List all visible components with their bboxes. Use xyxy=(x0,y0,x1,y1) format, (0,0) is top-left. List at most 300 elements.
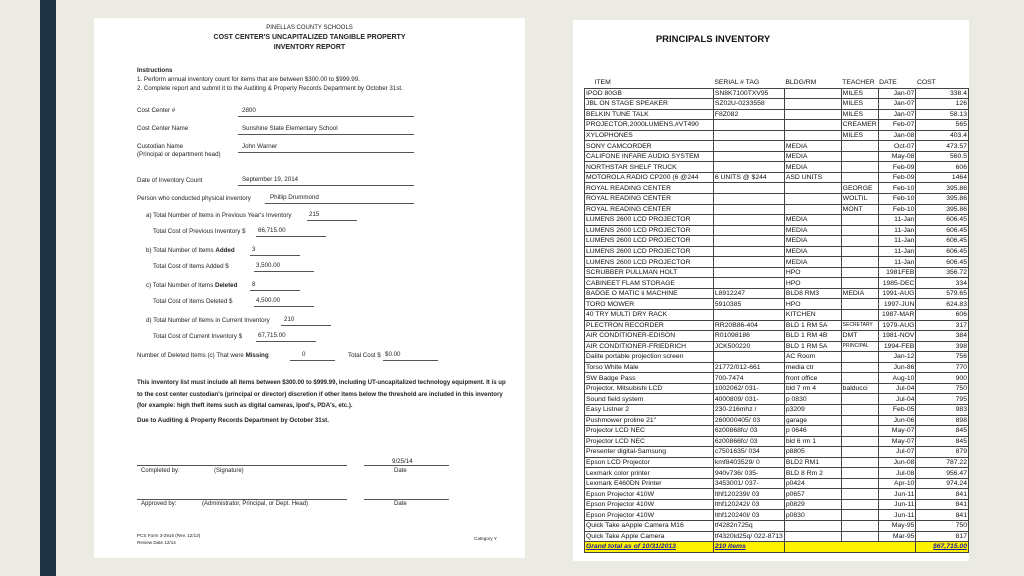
cell-teacher xyxy=(841,531,878,542)
grand-total-blank xyxy=(784,542,916,553)
current-items-value: 210 xyxy=(284,316,295,323)
cell-cost: 817 xyxy=(916,531,969,542)
cell-bldg xyxy=(784,120,841,131)
cell-bldg: MEDIA xyxy=(784,246,841,257)
inventory-title: PRINCIPALS INVENTORY xyxy=(655,34,771,45)
cell-item: Epson Projector 410W xyxy=(585,510,714,521)
cost-center-name-value: Sunshine State Elementary School xyxy=(242,125,338,132)
cell-teacher: MONT xyxy=(841,204,878,215)
cell-date: Aug-10 xyxy=(878,373,916,384)
inventory-date-line xyxy=(238,185,414,186)
cell-cost: 317 xyxy=(916,320,969,331)
cell-date: Jun-86 xyxy=(878,362,916,373)
inventory-row xyxy=(585,151,969,162)
deleted-items-label-text: c) Total Number of Items xyxy=(146,282,216,289)
cell-bldg: HPO xyxy=(784,299,841,310)
cell-bldg: HPO xyxy=(784,278,841,289)
missing-items-label-text: Number of Deleted Items (c) That were xyxy=(137,352,246,359)
inventory-row xyxy=(585,394,969,405)
cell-serial: RR20B86-404 xyxy=(713,320,784,331)
person-label: Person who conducted physical inventory xyxy=(137,195,251,202)
inventory-row xyxy=(585,520,969,531)
approver-caption: (Administrator, Principal, or Dept. Head) xyxy=(202,501,309,507)
cell-teacher xyxy=(841,415,878,426)
cell-item: BELKIN TUNE TALK xyxy=(585,109,714,120)
cell-serial xyxy=(713,130,784,141)
added-items-label xyxy=(146,247,235,254)
cell-teacher xyxy=(841,299,878,310)
current-cost-line xyxy=(256,341,316,342)
cell-teacher xyxy=(841,141,878,152)
cell-bldg: BLD 8 Rm 2 xyxy=(784,468,841,479)
cell-teacher xyxy=(841,373,878,384)
cell-bldg: p0830 xyxy=(784,510,841,521)
cell-cost: 606.45 xyxy=(916,246,969,257)
cell-serial: 940v736/ 035- xyxy=(713,468,784,479)
deleted-cost-line xyxy=(254,306,314,307)
cell-teacher xyxy=(841,215,878,226)
cell-date: Mar-95 xyxy=(878,531,916,542)
cell-serial xyxy=(713,310,784,321)
cell-teacher xyxy=(841,257,878,268)
cell-date: May-95 xyxy=(878,520,916,531)
custodian-sublabel: (Principal or department head) xyxy=(137,151,221,158)
cell-cost: 338.4 xyxy=(916,88,969,99)
cell-cost: 841 xyxy=(916,510,969,521)
cell-date: 11-Jan xyxy=(878,246,916,257)
cell-item: Dalite portable projection screen xyxy=(585,352,714,363)
cell-serial: 260000405/ 03 xyxy=(713,415,784,426)
cell-date: May-08 xyxy=(878,151,916,162)
agency-name: PINELLAS COUNTY SCHOOLS xyxy=(266,25,353,31)
cell-cost: 898 xyxy=(916,415,969,426)
cell-bldg: p0424 xyxy=(784,478,841,489)
cell-bldg: bld 7 rm 4 xyxy=(784,383,841,394)
cost-center-name-line xyxy=(238,134,414,135)
cell-date: Feb-05 xyxy=(878,404,916,415)
instructions-heading: Instructions xyxy=(137,67,173,74)
inventory-row xyxy=(585,489,969,500)
completed-date-caption: Date xyxy=(394,468,407,474)
header-teacher: TEACHER xyxy=(842,79,875,87)
inventory-row xyxy=(585,426,969,437)
cell-teacher xyxy=(841,468,878,479)
cell-item: TORO MOWER xyxy=(585,299,714,310)
cell-serial xyxy=(713,278,784,289)
inventory-row xyxy=(585,225,969,236)
cell-bldg: BLD8 RM3 xyxy=(784,288,841,299)
cell-serial xyxy=(713,257,784,268)
cell-teacher xyxy=(841,436,878,447)
cell-item: Epson Projector 410W xyxy=(585,489,714,500)
cell-item: ROYAL READING CENTER xyxy=(585,183,714,194)
policy-text: This inventory list must include all items between $300.00 to $999.99, including UT-uncapitalized technology equipment. It is up to the cost center custodian's (principal or director) discretion if other items below the threshold are included in this inventory (for example: high theft items such as digital cameras, Ipod's, PDA's, etc.). xyxy=(137,379,506,409)
added-items-value: 3 xyxy=(252,246,256,253)
inventory-row xyxy=(585,120,969,131)
cell-cost: 624.83 xyxy=(916,299,969,310)
missing-items-label-bold: Missing xyxy=(245,352,269,359)
cell-item: LUMENS 2600 LCD PROJECTOR xyxy=(585,246,714,257)
missing-cost-label: Total Cost $ xyxy=(348,352,381,359)
cell-serial: F8Z082 xyxy=(713,109,784,120)
cell-bldg: HPO xyxy=(784,267,841,278)
cell-bldg: media ctr xyxy=(784,362,841,373)
cell-teacher: DMT xyxy=(841,331,878,342)
cell-serial xyxy=(713,225,784,236)
approved-date-caption: Date xyxy=(394,501,407,507)
inventory-row xyxy=(585,236,969,247)
cell-cost: 841 xyxy=(916,499,969,510)
form-title-line2: INVENTORY REPORT xyxy=(273,44,346,51)
cell-teacher: GEORGE xyxy=(841,183,878,194)
cell-bldg xyxy=(784,99,841,110)
category: Category Y xyxy=(474,536,497,541)
cell-item: Lexmark color printer xyxy=(585,468,714,479)
cell-item: SCRUBBER PULLMAN HOLT xyxy=(585,267,714,278)
cell-cost: 606.45 xyxy=(916,215,969,226)
prev-items-line xyxy=(307,220,357,221)
cell-item: Lexmark E460DN Printer xyxy=(585,478,714,489)
inventory-row xyxy=(585,267,969,278)
cell-teacher xyxy=(841,172,878,183)
cell-date: 1981-NOV xyxy=(878,331,916,342)
cost-center-line xyxy=(238,116,414,117)
deleted-cost-label: Total Cost of Items Deleted $ xyxy=(153,298,233,305)
cell-date: 11-Jan xyxy=(878,225,916,236)
inventory-row xyxy=(585,172,969,183)
cell-serial: 230-216mhz / xyxy=(713,404,784,415)
inventory-row xyxy=(585,331,969,342)
inventory-row xyxy=(585,352,969,363)
cell-date: Jun-06 xyxy=(878,415,916,426)
cell-bldg xyxy=(784,130,841,141)
cell-cost: 795 xyxy=(916,394,969,405)
cost-center-label: Cost Center # xyxy=(137,107,176,114)
cell-cost: 787.22 xyxy=(916,457,969,468)
header-cost: COST xyxy=(916,79,936,87)
cell-item: Projector LCD NEC xyxy=(585,436,714,447)
grand-total-label: Grand total as of 10/31/2013 xyxy=(585,542,714,553)
cell-cost: 845 xyxy=(916,436,969,447)
cell-bldg: front office xyxy=(784,373,841,384)
cell-bldg: BLD2 RM1 xyxy=(784,457,841,468)
cell-date: 1985-DEC xyxy=(878,278,916,289)
cell-item: LUMENS 2600 LCD PROJECTOR xyxy=(585,257,714,268)
cell-date: Feb-09 xyxy=(878,162,916,173)
inventory-row xyxy=(585,257,969,268)
inventory-row xyxy=(585,299,969,310)
cell-date: Jul-07 xyxy=(878,447,916,458)
cell-date: Jun-11 xyxy=(878,489,916,500)
cell-item: ROYAL READING CENTER xyxy=(585,204,714,215)
cell-cost: 565 xyxy=(916,120,969,131)
inventory-row xyxy=(585,204,969,215)
signature-caption: (Signature) xyxy=(214,468,244,474)
cell-serial xyxy=(713,151,784,162)
inventory-row xyxy=(585,457,969,468)
completed-by-label: Completed by: xyxy=(141,468,180,474)
cell-bldg: p 0646 xyxy=(784,426,841,437)
cell-bldg xyxy=(784,520,841,531)
cell-bldg xyxy=(784,183,841,194)
cell-date: Jan-08 xyxy=(878,130,916,141)
custodian-label: Custodian Name xyxy=(137,143,184,150)
grand-total-row xyxy=(585,542,969,553)
cell-bldg xyxy=(784,109,841,120)
inventory-row xyxy=(585,499,969,510)
cell-teacher xyxy=(841,489,878,500)
cell-date: Feb-10 xyxy=(878,183,916,194)
inventory-row xyxy=(585,162,969,173)
header-serial: SERIAL # xyxy=(714,79,744,87)
cell-cost: 126 xyxy=(916,99,969,110)
cell-date: Feb-09 xyxy=(878,172,916,183)
cell-bldg: MEDIA xyxy=(784,162,841,173)
added-cost-line xyxy=(254,271,314,272)
cell-teacher xyxy=(841,162,878,173)
cell-bldg: MEDIA xyxy=(784,257,841,268)
cell-item: Torso White Male xyxy=(585,362,714,373)
cell-bldg xyxy=(784,88,841,99)
current-items-line xyxy=(281,325,331,326)
cell-cost: 395.86 xyxy=(916,194,969,205)
added-items-label-text: b) Total Number of Items xyxy=(146,247,216,254)
cell-date: Feb-07 xyxy=(878,120,916,131)
cell-serial: lthf120242l/ 03 xyxy=(713,499,784,510)
cell-bldg: p8805 xyxy=(784,447,841,458)
cell-serial: 700-7474 xyxy=(713,373,784,384)
inventory-row xyxy=(585,88,969,99)
inventory-row xyxy=(585,288,969,299)
completed-line xyxy=(137,465,347,466)
slide-accent-bar xyxy=(40,0,56,576)
cell-teacher xyxy=(841,447,878,458)
inventory-row xyxy=(585,383,969,394)
inventory-row xyxy=(585,468,969,479)
cell-cost: 750 xyxy=(916,520,969,531)
cell-bldg: ASD UNITS xyxy=(784,172,841,183)
cell-cost: 356.72 xyxy=(916,267,969,278)
cell-cost: 58.13 xyxy=(916,109,969,120)
cell-date: Jan-07 xyxy=(878,99,916,110)
cell-teacher: MILES xyxy=(841,99,878,110)
cell-item: Epson Projector 410W xyxy=(585,499,714,510)
cell-date: Jan-12 xyxy=(878,352,916,363)
principals-inventory-sheet xyxy=(573,20,969,561)
cell-cost: 560.5 xyxy=(916,151,969,162)
inventory-date-label: Date of Inventory Count xyxy=(137,177,203,184)
cell-item: LUMENS 2600 LCD PROJECTOR xyxy=(585,225,714,236)
cell-item: AIR CONDITIONER-FRIEDRICH xyxy=(585,341,714,352)
cell-serial: 6z00868fc/ 03 xyxy=(713,426,784,437)
missing-cost-line xyxy=(383,360,438,361)
cell-serial: JCK500220 xyxy=(713,341,784,352)
cell-item: SW Badge Pass xyxy=(585,373,714,384)
cell-date: Jul-04 xyxy=(878,383,916,394)
cell-cost: 974.24 xyxy=(916,478,969,489)
cell-serial: 1002062/ 031- xyxy=(713,383,784,394)
inventory-report-form xyxy=(94,18,525,558)
cell-date: 1997-JUN xyxy=(878,299,916,310)
cell-cost: 841 xyxy=(916,489,969,500)
prev-cost-line xyxy=(256,236,326,237)
cell-teacher xyxy=(841,236,878,247)
cell-date: Oct-07 xyxy=(878,141,916,152)
cell-date: 1991-AUG xyxy=(878,288,916,299)
current-items-label: d) Total Number of Items in Current Inventory xyxy=(146,317,270,324)
inventory-row xyxy=(585,310,969,321)
missing-items-value: 0 xyxy=(302,351,306,358)
cell-item: JBL ON STAGE SPEAKER xyxy=(585,99,714,110)
inventory-row xyxy=(585,183,969,194)
custodian-line xyxy=(238,152,414,153)
cell-item: Projector, Mitsubishi LCD xyxy=(585,383,714,394)
inventory-row xyxy=(585,362,969,373)
cell-date: Jul-04 xyxy=(878,394,916,405)
approved-date-line xyxy=(364,499,449,500)
inventory-row xyxy=(585,320,969,331)
cell-item: AIR CONDITIONER-EDISON xyxy=(585,331,714,342)
cell-teacher: SECRETARY xyxy=(841,320,878,331)
cell-serial: lthf120240l/ 03 xyxy=(713,510,784,521)
cell-teacher xyxy=(841,352,878,363)
cell-bldg: KITCHEN xyxy=(784,310,841,321)
cell-item: Sound field system xyxy=(585,394,714,405)
cell-bldg: BLD 1 RM 5A xyxy=(784,320,841,331)
inventory-row xyxy=(585,510,969,521)
cell-bldg: bld 6 rm 1 xyxy=(784,436,841,447)
grand-total-items: 210 items xyxy=(713,542,784,553)
cell-serial xyxy=(713,141,784,152)
cell-bldg: MEDIA xyxy=(784,225,841,236)
cell-cost: 606.45 xyxy=(916,225,969,236)
inventory-row xyxy=(585,478,969,489)
header-tag: TAG xyxy=(745,79,760,87)
cell-date: Jul-08 xyxy=(878,468,916,479)
cell-item: LUMENS 2600 LCD PROJECTOR xyxy=(585,236,714,247)
inventory-row xyxy=(585,373,969,384)
cell-teacher xyxy=(841,310,878,321)
inventory-row xyxy=(585,341,969,352)
cell-serial: 6 UNITS @ $244 xyxy=(713,172,784,183)
inventory-table xyxy=(584,78,969,553)
cell-teacher xyxy=(841,499,878,510)
completed-date-line xyxy=(364,465,449,466)
person-value: Phillip Drummond xyxy=(270,194,319,201)
approved-line xyxy=(137,499,347,500)
cell-date: Apr-10 xyxy=(878,478,916,489)
cell-serial: SN8K7100TXV95 xyxy=(713,88,784,99)
cell-cost: 384 xyxy=(916,331,969,342)
cell-date: 11-Jan xyxy=(878,236,916,247)
cell-bldg xyxy=(784,204,841,215)
deleted-items-label-bold: Deleted xyxy=(215,282,238,289)
cell-date: 1994-FEB xyxy=(878,341,916,352)
header-bldg: BLDG/RM xyxy=(785,79,817,87)
cell-bldg xyxy=(784,531,841,542)
cell-item: XYLOPHONES xyxy=(585,130,714,141)
cell-serial: R01098186 xyxy=(713,331,784,342)
inventory-row xyxy=(585,246,969,257)
inventory-row xyxy=(585,109,969,120)
inventory-row xyxy=(585,404,969,415)
cell-cost: 756 xyxy=(916,352,969,363)
cell-item: PROJECTOR,2000LUMENS,#VT490 xyxy=(585,120,714,131)
cell-serial: kmf8403529/ 0 xyxy=(713,457,784,468)
missing-cost-value: $0.00 xyxy=(385,351,401,358)
cell-item: Pushmower proline 21" xyxy=(585,415,714,426)
cell-cost: 606.45 xyxy=(916,236,969,247)
deleted-cost-value: 4,500.00 xyxy=(256,297,281,304)
cell-cost: 750 xyxy=(916,383,969,394)
sign-date: 9/25/14 xyxy=(392,458,413,465)
cell-item: BADGE O MATIC ii MACHINE xyxy=(585,288,714,299)
cell-serial: 6z00866fc/ 03 xyxy=(713,436,784,447)
cell-date: Jun-08 xyxy=(878,457,916,468)
cell-serial: tf4320ld25q/ 022-8713 xyxy=(714,532,783,540)
prev-cost-label: Total Cost of Previous Inventory $ xyxy=(153,228,246,235)
cell-serial: 4000809/ 031- xyxy=(713,394,784,405)
review-date: Review Date 12/14 xyxy=(137,540,176,545)
due-text: Due to Auditing & Property Records Department by October 31st. xyxy=(137,417,329,424)
cell-item: PLECTRON RECORDER xyxy=(585,320,714,331)
cell-serial: L8912247 xyxy=(713,288,784,299)
cell-serial xyxy=(713,267,784,278)
cell-serial: tf4282n725q xyxy=(713,520,784,531)
cell-bldg xyxy=(784,194,841,205)
cell-serial xyxy=(713,236,784,247)
cell-serial xyxy=(713,183,784,194)
cell-bldg: BLD 1 RM 5A xyxy=(784,341,841,352)
cell-teacher xyxy=(841,478,878,489)
added-items-line xyxy=(250,255,300,256)
cell-serial: 5910385 xyxy=(713,299,784,310)
cell-date: 11-Jan xyxy=(878,257,916,268)
cell-item: CABINEET FLAM STORAGE xyxy=(585,278,714,289)
cell-teacher: MEDIA xyxy=(841,288,878,299)
cell-bldg: BLD 1 RM 4B xyxy=(784,331,841,342)
cell-cost: 334 xyxy=(916,278,969,289)
header-serial-tag xyxy=(713,78,784,88)
cell-item: CALIFONE INFARE AUDIO SYSTEM xyxy=(585,151,714,162)
cell-item: NORTHSTAR SHELF TRUCK xyxy=(585,162,714,173)
cell-teacher: WOLTIL xyxy=(841,194,878,205)
cell-teacher: MILES xyxy=(841,109,878,120)
cell-teacher xyxy=(841,362,878,373)
current-cost-value: 67,715.00 xyxy=(258,332,286,339)
cell-teacher: MILES xyxy=(841,88,878,99)
cell-serial xyxy=(713,194,784,205)
cell-date: Jun-11 xyxy=(878,510,916,521)
cell-date: May-07 xyxy=(878,426,916,437)
deleted-items-value: 8 xyxy=(252,281,256,288)
prev-items-value: 215 xyxy=(309,211,320,218)
cell-bldg: AC Room xyxy=(784,352,841,363)
cell-serial: 21772/012-661 xyxy=(713,362,784,373)
missing-items-line xyxy=(290,360,335,361)
inventory-header-row xyxy=(585,78,969,88)
cell-cost: 579.65 xyxy=(916,288,969,299)
missing-items-label xyxy=(137,352,269,359)
inventory-row xyxy=(585,141,969,152)
inventory-date-value: September 19, 2014 xyxy=(242,176,299,183)
inventory-row xyxy=(585,215,969,226)
cell-item: Presenter digital-Samsung xyxy=(585,447,714,458)
cell-serial: SZ02U-0233558 xyxy=(713,99,784,110)
cell-teacher xyxy=(841,510,878,521)
inventory-row xyxy=(585,130,969,141)
cell-bldg: MEDIA xyxy=(784,141,841,152)
